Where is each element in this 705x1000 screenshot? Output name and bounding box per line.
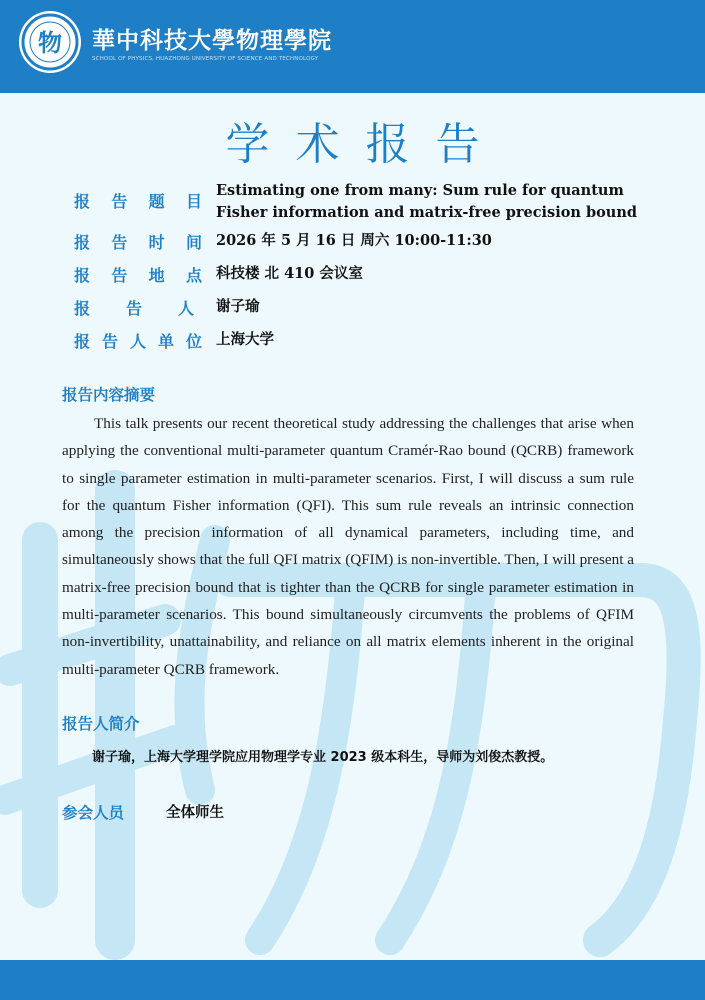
info-value-affiliation: 上海大学 — [216, 331, 274, 348]
info-label-location: 报 告 地 点 — [74, 266, 202, 285]
abstract-heading: 报告内容摘要 — [62, 386, 156, 404]
info-label-affiliation: 报 告 人 单 位 — [74, 332, 202, 351]
page-title: 学术报告 — [225, 119, 506, 170]
bio-heading: 报告人简介 — [62, 715, 140, 733]
logo-glyph: 物 — [38, 28, 62, 57]
info-value-time: 2026 年 5 月 16 日 周六 10:00-11:30 — [216, 232, 492, 249]
attendees-value: 全体师生 — [166, 805, 224, 821]
info-value-location: 科技楼 北 410 会议室 — [216, 265, 363, 282]
university-seal-icon — [19, 11, 81, 73]
info-label-speaker: 报 告 人 — [74, 299, 194, 318]
info-value-topic: Estimating one from many: Sum rule for quantum Fisher information and matrix-free precision bound — [216, 182, 638, 221]
header-banner — [0, 0, 705, 93]
university-subtitle: SCHOOL OF PHYSICS, HUAZHONG UNIVERSITY OF SCIENCE AND TECHNOLOGY — [92, 56, 319, 62]
info-label-time: 报 告 时 间 — [74, 233, 202, 252]
info-label-topic: 报 告 题 目 — [74, 192, 202, 211]
footer-band — [0, 960, 705, 1000]
attendees-label: 参会人员 — [62, 804, 125, 822]
university-name: 華中科技大學物理學院 — [92, 27, 332, 54]
info-value-speaker: 谢子瑜 — [216, 298, 260, 315]
abstract-text: This talk presents our recent theoretical study addressing the challenges that arise when applying the conventional multi-parameter quantum Cramér-Rao bound (QCRB) framework to single parameter estimation in multi-parameter scenarios. First, I will discuss a sum rule for the quantum Fisher information (QFI). This sum rule reveals an intrinsic connection among the precision information of all dynamical parameters, including time, and simultaneously shows that the full QFI matrix (QFIM) is non-invertible. Then, I will present a matrix-free precision bound that is tighter than the QCRB for single parameter estimation in multi-parameter scenarios. This bound simultaneously circumvents the problems of QFIM non-invertibility, unattainability, and reliance on all matrix elements inherent in the original multi-parameter QCRB framework. — [62, 415, 634, 678]
bio-text: 谢子瑜，上海大学理学院应用物理学专业 2023 级本科生，导师为刘俊杰教授。 — [92, 750, 554, 765]
university-logo — [19, 11, 81, 73]
